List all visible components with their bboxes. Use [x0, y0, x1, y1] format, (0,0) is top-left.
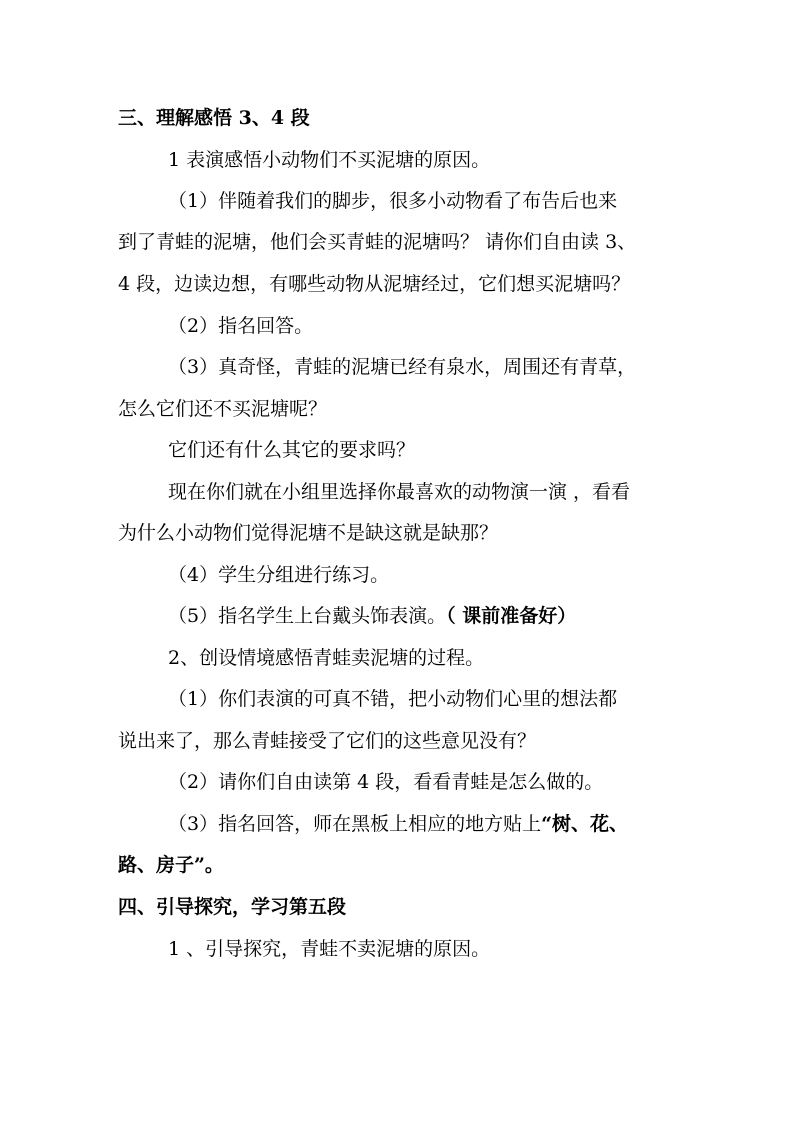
section-heading-3: 三、理解感悟 3、4 段	[118, 107, 310, 129]
paragraph-line	[168, 604, 576, 628]
paragraph-line: 到了青蛙的泥塘，他们会买青蛙的泥塘吗？ 请你们自由读 3、	[118, 231, 637, 253]
paragraph-line: 说出来了，那么青蛙接受了它们的这些意见没有？	[118, 730, 537, 752]
paragraph-line: 4 段，边读边想，有哪些动物从泥塘经过，它们想买泥塘吗？	[118, 273, 631, 295]
line-text: （3）指名回答，师在黑板上相应的地方贴上	[168, 813, 542, 835]
paragraph-line: （4）学生分组进行练习。	[168, 564, 390, 586]
paragraph-line: 现在你们就在小组里选择你最喜欢的动物演一演 ，看看	[168, 481, 631, 503]
bold-note: “树、花、	[541, 813, 629, 835]
paragraph-line: （1）伴随着我们的脚步，很多小动物看了布告后也来	[168, 190, 618, 212]
line-text: （5）指名学生上台戴头饰表演。	[168, 605, 447, 627]
paragraph-line: 路、房子”。	[118, 854, 224, 876]
paragraph-line: 2、创设情境感悟青蛙卖泥塘的过程。	[168, 647, 485, 669]
section-heading-4: 四、引导探究，学习第五段	[118, 896, 347, 918]
paragraph-line: （3）真奇怪，青蛙的泥塘已经有泉水，周围还有青草，	[168, 356, 637, 378]
paragraph-line: （2）指名回答。	[168, 315, 314, 337]
paragraph-line	[168, 812, 628, 836]
paragraph-line: 怎么它们还不买泥塘呢？	[118, 398, 328, 420]
paragraph-line: 为什么小动物们觉得泥塘不是缺这就是缺那？	[118, 522, 499, 544]
paragraph-line: 1 表演感悟小动物们不买泥塘的原因。	[168, 149, 491, 171]
paragraph-line: 1 、引导探究，青蛙不卖泥塘的原因。	[168, 938, 491, 960]
paragraph-line: 它们还有什么其它的要求吗？	[168, 439, 416, 461]
paragraph-line: （2）请你们自由读第 4 段，看看青蛙是怎么做的。	[168, 771, 604, 793]
paragraph-line: （1）你们表演的可真不错，把小动物们心里的想法都	[168, 688, 618, 710]
bold-note: （ 课前准备好）	[446, 605, 577, 627]
